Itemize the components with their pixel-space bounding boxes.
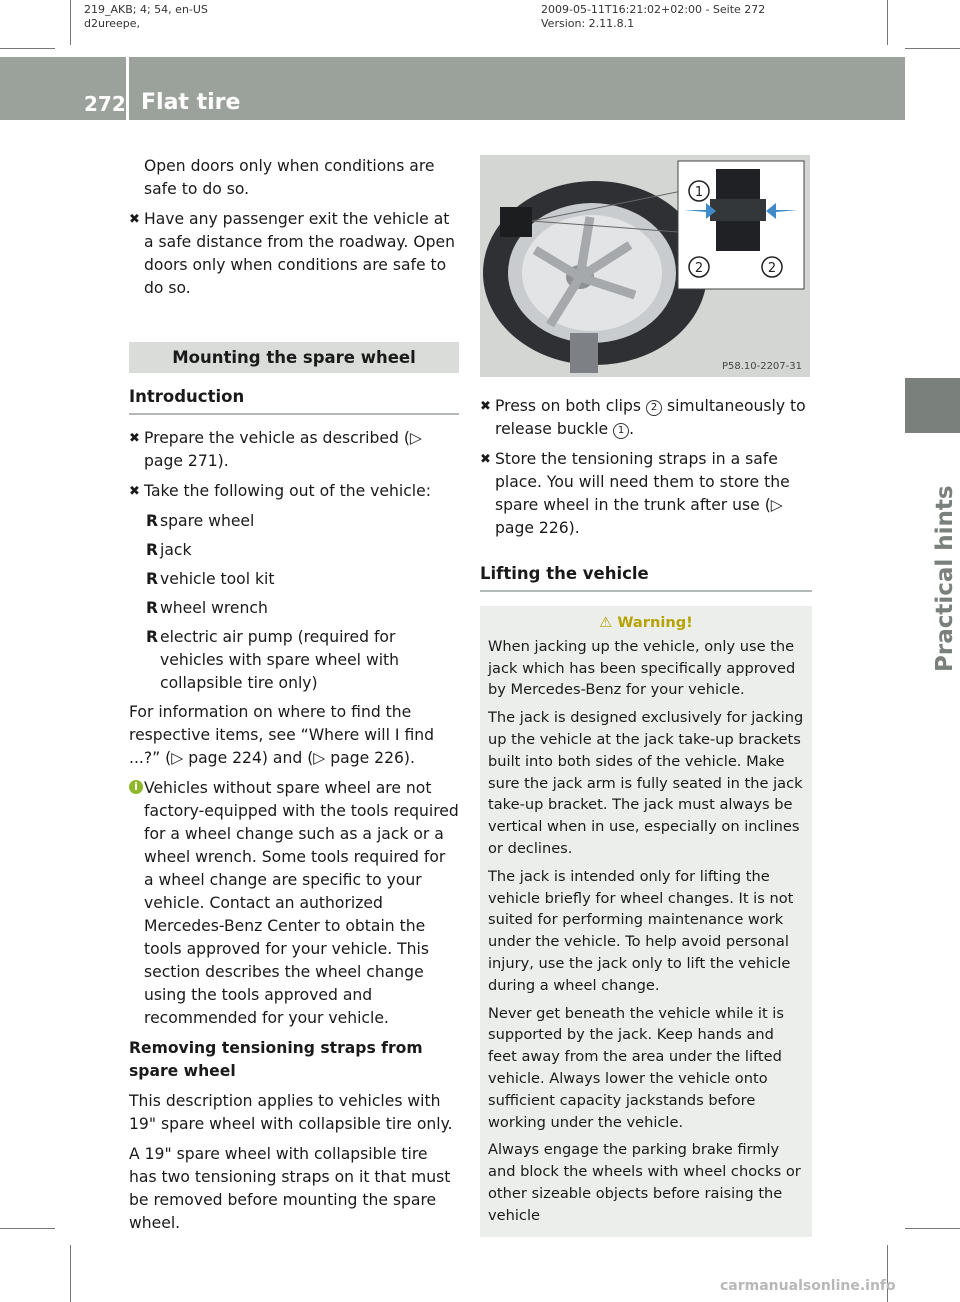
warning-paragraph: When jacking up the vehicle, only use the jack which has been specifically approved by Mercedes-Benz for your vehicle.: [488, 637, 796, 699]
spare-wheel-illustration: [480, 155, 810, 377]
meta-line: d2ureepe,: [84, 17, 141, 30]
spare-wheel-figure: [480, 155, 810, 377]
list-item: [129, 568, 459, 591]
list-item-text: electric air pump (required for vehicles with spare wheel with collapsible tire only): [160, 628, 400, 692]
info-icon: i: [129, 780, 143, 794]
right-column: [480, 395, 812, 1237]
figure-caption: P58.10-2207-31: [721, 361, 802, 372]
list-item-text: wheel wrench: [160, 599, 268, 617]
warning-paragraph: The jack is designed exclusively for jacking up the vehicle at the jack take-up brackets built into both sides of the vehicle. Make sure the jack arm is fully seated in the jack take-up bracket. The jack must always be vertical when in use, especially on inclines or declines.: [488, 709, 804, 857]
bullet-icon: R: [146, 570, 159, 588]
page-number: 272: [84, 92, 126, 116]
step-text: Take the following out of the vehicle:: [144, 482, 431, 500]
step-text: Store the tensioning straps in a safe place. You will need them to store the spare wheel in the trunk after use (▷ page 226).: [495, 450, 790, 537]
bullet-icon: R: [146, 628, 159, 646]
footer-watermark: carmanualsonline.info: [720, 1278, 896, 1294]
step-arrow-icon: ✖: [129, 212, 140, 227]
buckle-marker: 1: [613, 423, 629, 439]
meta-line: 219_AKB; 4; 54, en-US: [84, 3, 208, 16]
list-item: [129, 510, 459, 533]
crop-mark: [905, 1228, 960, 1229]
list-item-text: vehicle tool kit: [160, 570, 275, 588]
subsection-heading: Introduction: [129, 385, 459, 415]
step-text: .: [629, 420, 635, 438]
left-column: [129, 155, 459, 1242]
straps-paragraph: This description applies to vehicles with 19" spare wheel with collapsible tire only.: [129, 1092, 453, 1133]
list-item: [129, 626, 459, 695]
warning-paragraph: Never get beneath the vehicle while it is supported by the jack. Keep hands and feet away from the area under the lifted vehicle. Always lower the vehicle onto sufficient capacity jackstands before working under the vehicle.: [488, 1004, 784, 1131]
straps-heading: Removing tensioning straps from spare wheel: [129, 1039, 423, 1080]
step-item: [129, 480, 459, 503]
step-item: [480, 395, 812, 441]
list-item: [129, 597, 459, 620]
step-text: Prepare the vehicle as described (▷ page 271).: [144, 429, 422, 470]
warning-title-text: Warning!: [617, 614, 693, 631]
bullet-icon: R: [146, 512, 159, 530]
figure-callout-2: 2: [767, 261, 777, 276]
step-item: [129, 427, 459, 473]
header-bar: [0, 57, 905, 120]
warning-paragraph: Always engage the parking brake firmly and block the wheels with wheel chocks or other sizeable objects before raising the vehicle: [488, 1141, 801, 1224]
step-text: Have any passenger exit the vehicle at a safe distance from the roadway. Open doors only when conditions are safe to do so.: [144, 210, 455, 297]
side-tab: [905, 378, 960, 433]
bullet-icon: R: [146, 599, 159, 617]
subsection-heading: Lifting the vehicle: [480, 562, 812, 592]
figure-callout-1: 1: [694, 185, 704, 200]
info-note: [129, 777, 459, 1030]
info-note-text: Vehicles without spare wheel are not factory-equipped with the tools required for a wheel change such as a jack or a wheel wrench. Some tools required for a wheel change are specific to your vehicle. Contact an authorized Mercedes-Benz Center to obtain the tools approved for your vehicle. This section describes the wheel change using the tools approved and recommended for your vehicle.: [144, 779, 459, 1027]
crop-mark: [887, 0, 888, 45]
figure-callout-2: 2: [694, 261, 704, 276]
list-item-text: spare wheel: [160, 512, 255, 530]
crop-mark: [905, 48, 960, 49]
section-heading: Mounting the spare wheel: [129, 342, 459, 373]
crop-mark: [0, 1228, 55, 1229]
section-side-label: Practical hints: [932, 485, 958, 672]
meta-line: Version: 2.11.8.1: [541, 17, 635, 30]
page-title: Flat tire: [141, 90, 241, 115]
warning-triangle-icon: ⚠: [599, 614, 613, 631]
bullet-icon: R: [146, 541, 159, 559]
step-arrow-icon: ✖: [480, 399, 491, 414]
crop-mark: [70, 1245, 71, 1302]
step-arrow-icon: ✖: [480, 452, 491, 467]
warning-title: [488, 612, 804, 634]
step-text: Press on both clips: [495, 397, 646, 415]
crop-mark: [70, 0, 71, 45]
straps-paragraph: A 19" spare wheel with collapsible tire has two tensioning straps on it that must be removed before mounting the spare wheel.: [129, 1145, 451, 1232]
step-item: [129, 208, 459, 300]
crop-mark: [0, 48, 55, 49]
meta-top-right: [541, 3, 765, 31]
clip-marker: 2: [646, 400, 662, 416]
header-divider: [126, 57, 129, 120]
step-arrow-icon: ✖: [129, 484, 140, 499]
intro-paragraph: Open doors only when conditions are safe to do so.: [144, 157, 435, 198]
warning-box: [480, 606, 812, 1237]
step-item: [480, 448, 812, 540]
warning-paragraph: The jack is intended only for lifting the vehicle briefly for wheel changes. It is not suited for performing maintenance work under the vehicle. To help avoid personal injury, use the jack only to lift the vehicle during a wheel change.: [488, 867, 794, 994]
meta-top-left: [84, 3, 208, 31]
step-arrow-icon: ✖: [129, 431, 140, 446]
list-item: [129, 539, 459, 562]
meta-line: 2009-05-11T16:21:02+02:00 - Seite 272: [541, 3, 766, 16]
step-text: simultaneously to release buckle: [495, 397, 806, 438]
info-paragraph: For information on where to find the respective items, see “Where will I find ...?” (▷ page 224) and (▷ page 226).: [129, 703, 435, 767]
list-item-text: jack: [160, 541, 192, 559]
